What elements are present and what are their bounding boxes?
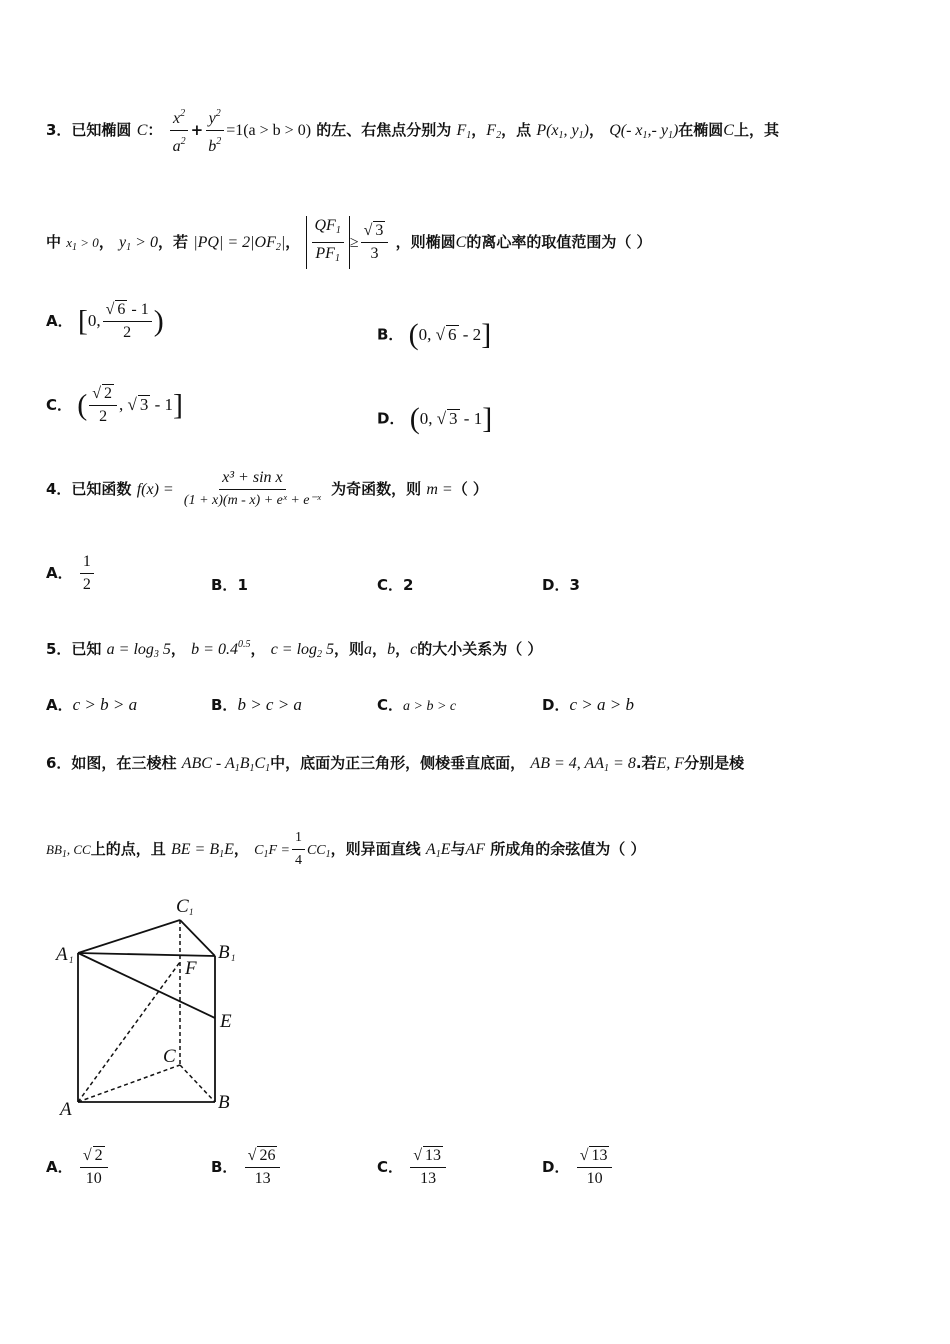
ellipse-c: C	[136, 122, 148, 139]
label-e: E	[220, 1011, 232, 1032]
q4-option-c[interactable]: C．2	[377, 576, 414, 594]
q5-option-a[interactable]: A．c > b > a	[46, 695, 138, 714]
q4-option-d[interactable]: D．3	[542, 576, 580, 594]
label-b: B	[218, 1092, 230, 1113]
q3-option-c[interactable]: C． ( $\frac{√ 2}{2}$ , √ 3 - 1]	[46, 385, 184, 425]
label-c: C	[163, 1046, 176, 1067]
q6-line2: $BB_1$, CC上的点，且 BE = $B_1E$， $C_1F$ = $\frac{1}{4}$ $CC_1$，则异面直线 $A_1E$与AF 所成角的余弦值为（ ）	[46, 830, 646, 868]
q4-function-fraction: $\frac{\text{x³ + sin x}}{\text{(1 + x)(m - x) + eˣ + e⁻ˣ}}$	[183, 469, 321, 508]
label-f: F	[185, 958, 197, 979]
point-p: $P(x_1$, $y_1$)	[536, 122, 589, 141]
q4-line: 4．已知函数 f(x) = $\frac{\text{x³ + sin x}}{\text{(1 + x)(m - x) + eˣ + e⁻ˣ}}$ 为奇函数，则 m =（ ）	[46, 468, 488, 511]
q3-option-b[interactable]: B． (0, √ 6 - 2]	[377, 318, 492, 351]
q5-line: 5．已知 $a = \log_3 5$， $b = 0.4^{0.5}$， $c = \log_2 5$，则a，b，c的大小关系为（ ）	[46, 639, 543, 660]
q5-option-c[interactable]: C．a > b > c	[377, 696, 457, 714]
q3-line1: 3．已知椭圆 C： $\frac{x^2}{a^2}$ + $\frac{y^2}{b^2}$ =1(a > b > 0) 的左、右焦点分别为 $F_1$，$F_2$，点 $P(x_1$, $y_1$)， Q(- $x_1,-$ $y_1$)在椭圆C上，其	[46, 104, 779, 157]
svg-text:1: 1	[189, 907, 194, 917]
q5-option-b[interactable]: B．b > c > a	[211, 695, 302, 714]
prism-name: ABC - $A_1B_1C_1$	[181, 755, 271, 774]
ellipse-condition: =1(a > b > 0)	[226, 122, 312, 139]
label-c1: C	[176, 896, 189, 917]
q6-option-c[interactable]: C． $\frac{√ 13}{13}$	[377, 1146, 448, 1189]
label-a1: A	[56, 944, 68, 965]
label-a: A	[60, 1099, 72, 1120]
q5-b-def: $b = 0.4^{0.5}$	[191, 639, 251, 658]
q5-c-def: $c = \log_2 5$	[270, 641, 335, 660]
q6-option-d[interactable]: D． $\frac{√ 13}{10}$	[542, 1146, 614, 1189]
q3-line2: 中 $x_1 > 0$， $y_1 > 0$，若 $|PQ| = 2|OF_2|$， $\frac{QF_1}{PF_1}$ ≥ $\frac{√ 3}{3}$ ，则椭圆C的离心率的取值范围为（ ）	[46, 216, 652, 269]
q4-option-b[interactable]: B．1	[211, 576, 248, 594]
q6-option-a[interactable]: A． $\frac{√ 2}{10}$	[46, 1146, 110, 1189]
q4-option-a[interactable]: A． $\frac{1}{2}$	[46, 552, 96, 595]
q6-lengths: AB = 4, $AA_1 = 8$	[530, 755, 636, 774]
ratio-abs: $\frac{QF_1}{PF_1}$	[306, 216, 350, 269]
svg-text:1: 1	[69, 955, 74, 965]
svg-text:1: 1	[231, 953, 236, 963]
label-b1: B	[218, 942, 230, 963]
q5-option-d[interactable]: D．c > a > b	[542, 695, 634, 714]
q3-option-d[interactable]: D． (0, √ 3 - 1]	[377, 402, 493, 435]
prism-diagram	[50, 890, 270, 1125]
q3-number: 3．已知椭圆	[46, 121, 132, 139]
q5-a-def: $a = \log_3 5$	[106, 641, 171, 660]
pq-condition: $|PQ| = 2|OF_2|$	[193, 234, 286, 253]
q3-option-a[interactable]: A． [0, $\frac{√ 6 - 1}{2}$ )	[46, 301, 164, 341]
frac-y2-b2: $\frac{y^2}{b^2}$	[205, 104, 224, 157]
frac-x2-a2: $\frac{x^2}{a^2}$	[170, 104, 189, 157]
q6-option-b[interactable]: B． $\frac{√ 26}{13}$	[211, 1146, 282, 1189]
q6-line1: 6．如图，在三棱柱 ABC - $A_1B_1C_1$中，底面为正三角形，侧棱垂直底面， AB = 4, $AA_1 = 8$.若E, F分别是棱	[46, 754, 745, 774]
point-q: Q(- $x_1,-$ $y_1$)	[609, 122, 679, 141]
